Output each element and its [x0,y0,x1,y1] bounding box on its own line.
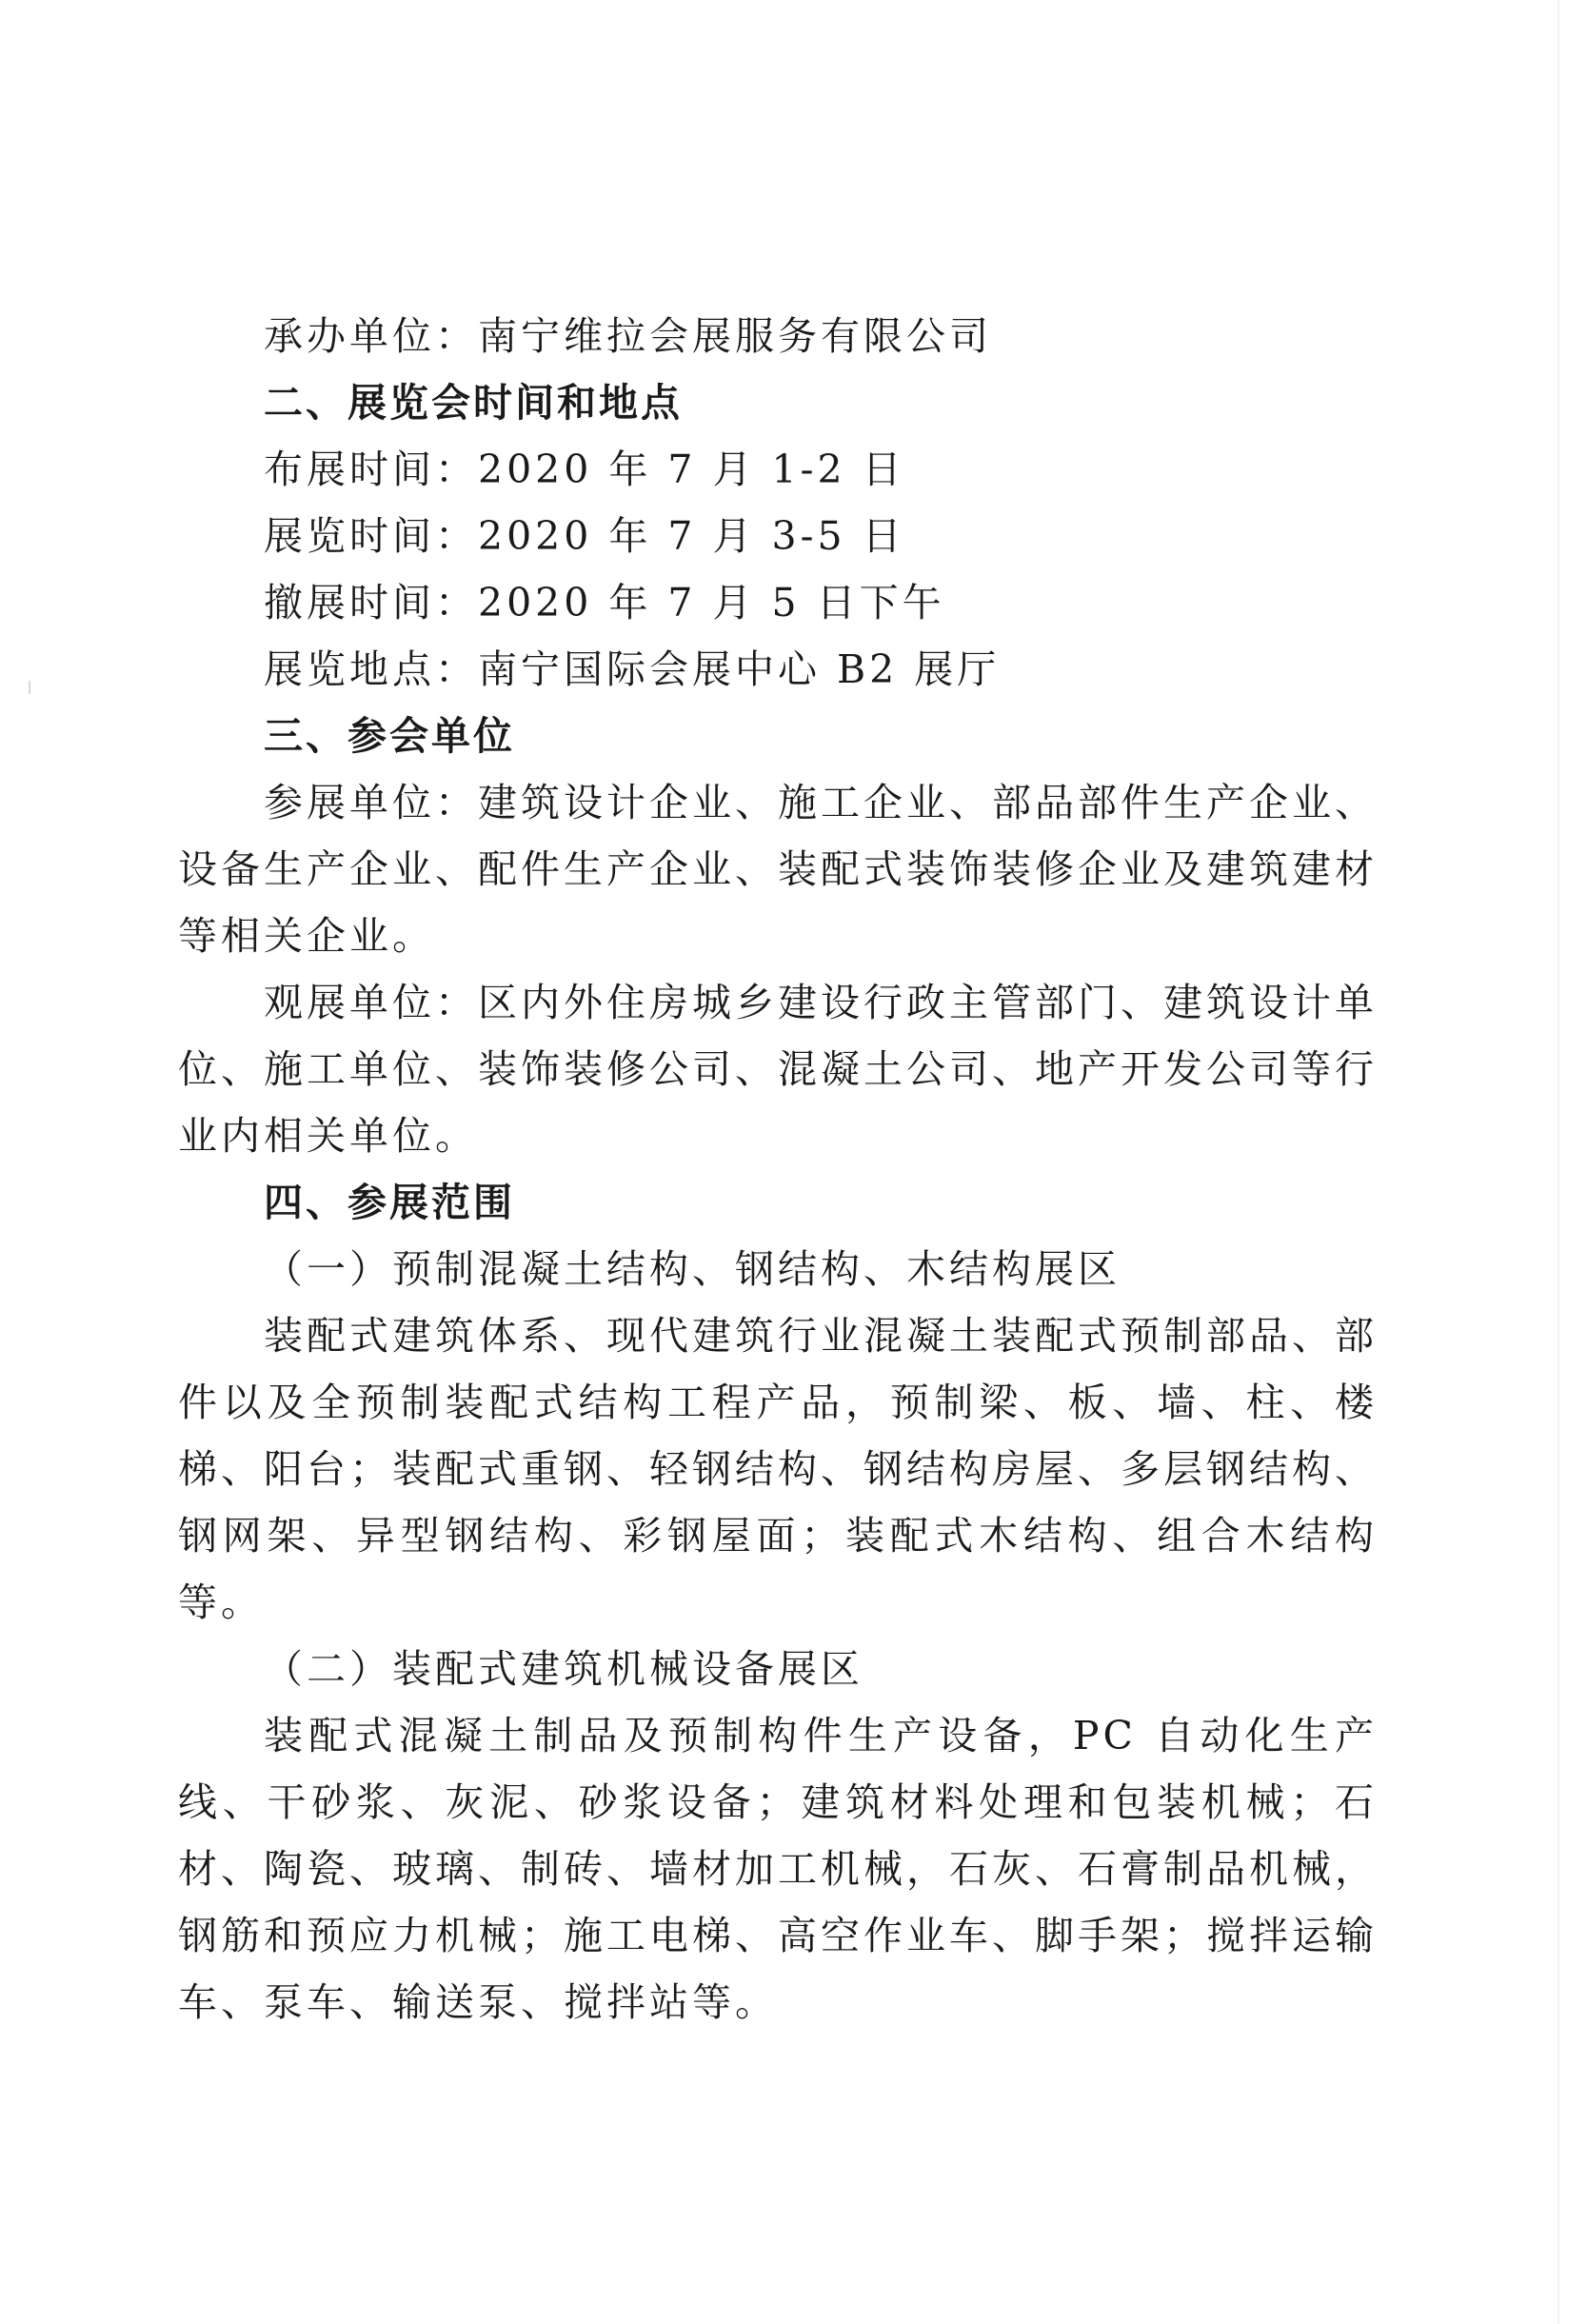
setup-time-line: 布展时间：2020 年 7 月 1-2 日 [264,447,905,492]
subsection-heading-machinery: （二）装配式建筑机械设备展区 [264,1646,863,1692]
section-heading-participants: 三、参会单位 [264,713,515,759]
visitors-paragraph: 观展单位：区内外住房城乡建设行政主管部门、建筑设计单位、施工单位、装饰装修公司、混凝土公司、地产开发公司等行业内相关单位。 [178,980,1378,1159]
exhibition-time-line: 展览时间：2020 年 7 月 3-5 日 [264,513,905,559]
section-heading-scope: 四、参展范围 [264,1180,515,1225]
subsection-heading-structures: （一）预制混凝土结构、钢结构、木结构展区 [264,1246,1121,1292]
organizer-line: 承办单位：南宁维拉会展服务有限公司 [264,313,992,359]
scan-edge-mark [1558,0,1559,2324]
teardown-time-line: 撤展时间：2020 年 7 月 5 日下午 [264,580,945,626]
structures-paragraph: 装配式建筑体系、现代建筑行业混凝土装配式预制部品、部件以及全预制装配式结构工程产品，预制梁、板、墙、柱、楼梯、阳台；装配式重钢、轻钢结构、钢结构房屋、多层钢结构、钢网架、异型钢结构、彩钢屋面；装配式木结构、组合木结构等。 [178,1313,1378,1625]
scan-edge-mark [29,681,30,694]
document-body [178,303,1378,2036]
section-heading-time-venue: 二、展览会时间和地点 [264,380,683,426]
machinery-paragraph: 装配式混凝土制品及预制构件生产设备，PC 自动化生产线、干砂浆、灰泥、砂浆设备；建筑材料处理和包装机械；石材、陶瓷、玻璃、制砖、墙材加工机械，石灰、石膏制品机械，钢筋和预应力机械；施工电梯、高空作业车、脚手架；搅拌运输车、泵车、输送泵、搅拌站等。 [178,1713,1378,2025]
exhibitors-paragraph: 参展单位：建筑设计企业、施工企业、部品部件生产企业、设备生产企业、配件生产企业、装配式装饰装修企业及建筑建材等相关企业。 [178,780,1378,959]
venue-line: 展览地点：南宁国际会展中心 B2 展厅 [264,646,1001,692]
